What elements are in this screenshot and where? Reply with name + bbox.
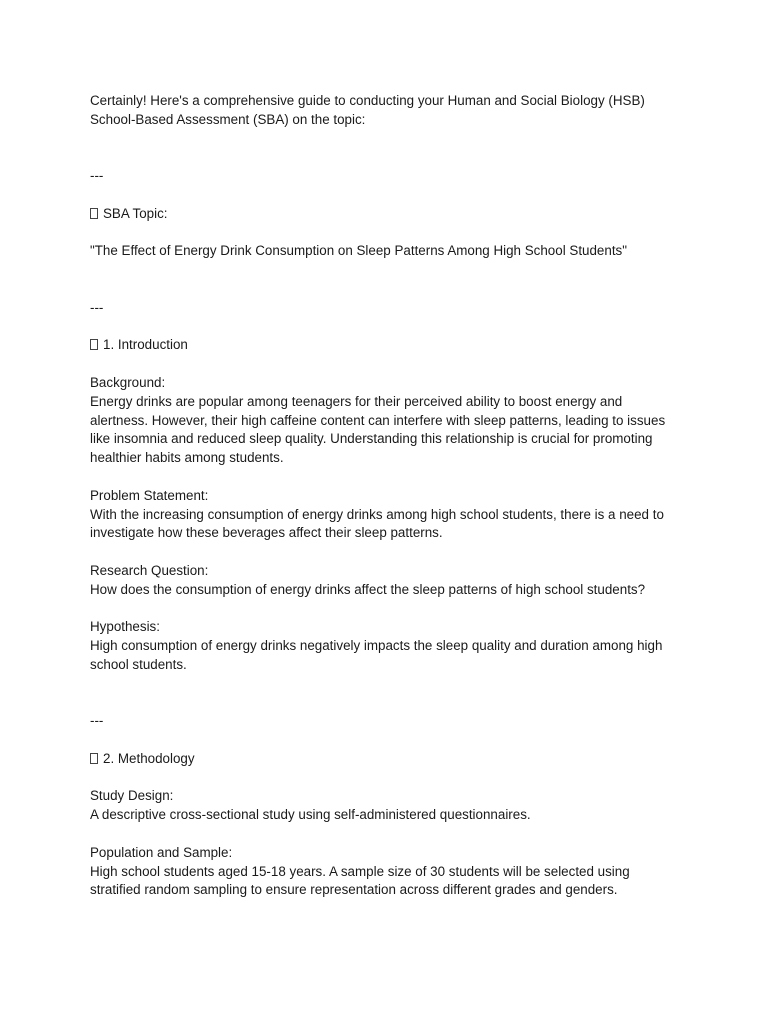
hypothesis-label: Hypothesis: bbox=[90, 619, 160, 635]
study-design-text: A descriptive cross-sectional study using self-administered questionnaires. bbox=[90, 807, 531, 823]
document-page bbox=[90, 92, 680, 900]
missing-glyph-icon bbox=[90, 208, 98, 219]
separator: --- bbox=[90, 168, 104, 184]
separator: --- bbox=[90, 713, 104, 729]
hypothesis-text: High consumption of energy drinks negatively impacts the sleep quality and duration among high school students. bbox=[90, 638, 663, 672]
separator: --- bbox=[90, 299, 104, 315]
missing-glyph-icon bbox=[90, 339, 98, 350]
problem-statement-label: Problem Statement: bbox=[90, 487, 209, 503]
background-label: Background: bbox=[90, 374, 166, 390]
topic-heading bbox=[90, 205, 680, 224]
section-heading-text: 1. Introduction bbox=[103, 337, 188, 353]
problem-statement-text: With the increasing consumption of energy drinks among high school students, there is a need to investigate how these beverages affect their sleep patterns. bbox=[90, 506, 664, 541]
background-text: Energy drinks are popular among teenagers for their perceived ability to boost energy and alertness. However, their high caffeine content can interfere with sleep patterns, leading to issues like insomnia and reduced sleep quality. Understanding this relationship is crucial for promoting healthier habits among students. bbox=[90, 393, 666, 466]
research-question-text: How does the consumption of energy drinks affect the sleep patterns of high school students? bbox=[90, 581, 646, 597]
topic-heading-text: SBA Topic: bbox=[103, 205, 168, 221]
topic-title: "The Effect of Energy Drink Consumption on Sleep Patterns Among High School Students" bbox=[90, 243, 627, 259]
missing-glyph-icon bbox=[90, 753, 98, 764]
population-label: Population and Sample: bbox=[90, 844, 233, 860]
intro-paragraph: Certainly! Here's a comprehensive guide to conducting your Human and Social Biology (HSB) School-Based Assessment (SBA) on the topic: bbox=[90, 93, 645, 127]
study-design-label: Study Design: bbox=[90, 788, 174, 804]
section-heading-text: 2. Methodology bbox=[103, 750, 195, 766]
population-text: High school students aged 15-18 years. A sample size of 30 students will be selected using stratified random sampling to ensure representation across different grades and genders. bbox=[90, 863, 630, 898]
section-heading-methodology bbox=[90, 750, 680, 769]
research-question-label: Research Question: bbox=[90, 562, 209, 578]
section-heading-introduction bbox=[90, 336, 680, 355]
